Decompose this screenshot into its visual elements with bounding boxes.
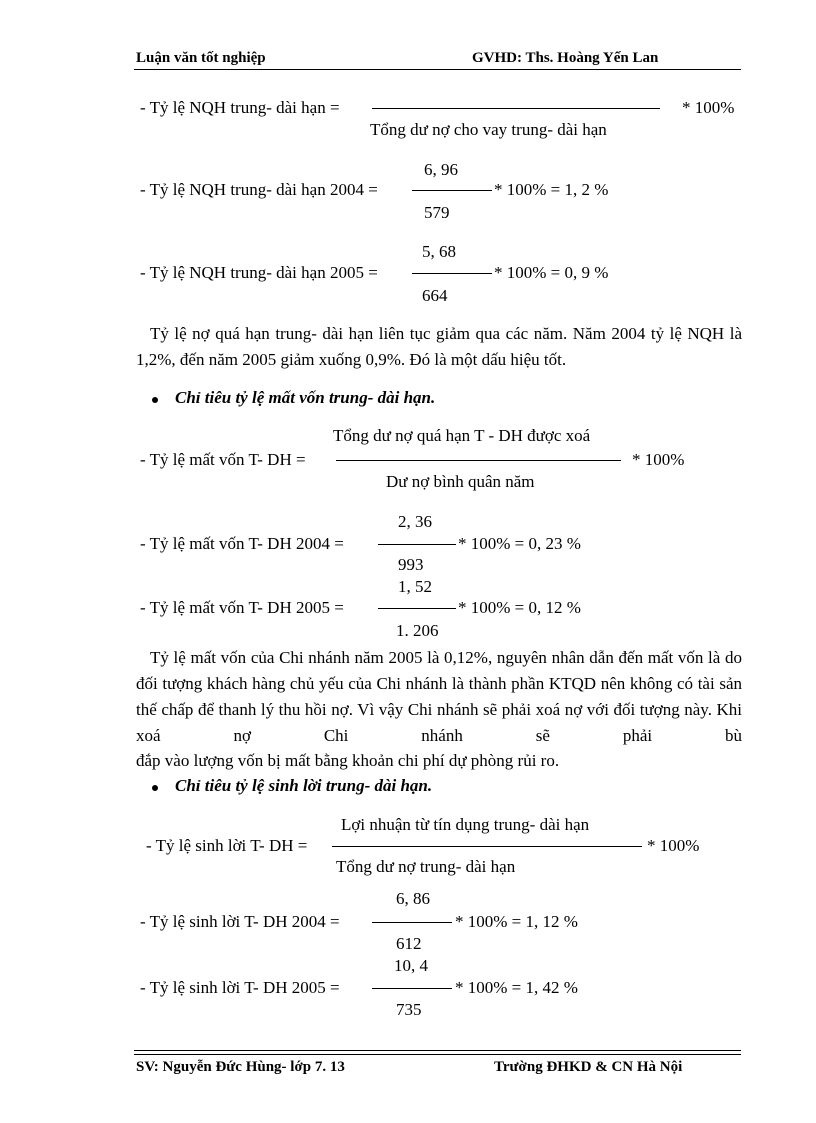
mv-2004-label: - Tỷ lệ mất vốn T- DH 2004 = xyxy=(140,534,344,553)
sl-2005-label: - Tỷ lệ sinh lời T- DH 2005 = xyxy=(140,978,340,997)
nqh-def-label: - Tỷ lệ NQH trung- dài hạn = xyxy=(140,98,340,117)
bullet-dot xyxy=(152,785,158,791)
sl-2004-label: - Tỷ lệ sinh lời T- DH 2004 = xyxy=(140,912,340,931)
nqh-2004-denominator: 579 xyxy=(424,203,450,222)
nqh-2005-fraction-bar xyxy=(412,273,492,274)
paragraph-nqh-analysis: Tỷ lệ nợ quá hạn trung- dài hạn liên tục giảm qua các năm. Năm 2004 tỷ lệ NQH là 1,2%, đến năm 2005 giảm xuống 0,9%. Đó là một dấu hiệu tốt. xyxy=(136,324,742,369)
footer-rule-top xyxy=(134,1050,741,1051)
nqh-2004-fraction-bar xyxy=(412,190,492,191)
mv-2004-numerator: 2, 36 xyxy=(398,512,432,531)
sl-2004-numerator: 6, 86 xyxy=(396,889,430,908)
nqh-2004-suffix: * 100% = 1, 2 % xyxy=(494,180,609,199)
sl-def-label: - Tỷ lệ sinh lời T- DH = xyxy=(146,836,308,855)
sl-2005-numerator: 10, 4 xyxy=(394,956,428,975)
nqh-2004-label: - Tỷ lệ NQH trung- dài hạn 2004 = xyxy=(140,180,378,199)
sl-2004-suffix: * 100% = 1, 12 % xyxy=(455,912,578,931)
mv-2004-denominator: 993 xyxy=(398,555,424,574)
paragraph-mat-von-last-line: đắp vào lượng vốn bị mất bằng khoản chi phí dự phòng rủi ro. xyxy=(136,751,560,770)
sl-2004-fraction-bar xyxy=(372,922,452,923)
mv-2005-numerator: 1, 52 xyxy=(398,577,432,596)
nqh-def-suffix: * 100% xyxy=(682,98,735,117)
nqh-2005-label: - Tỷ lệ NQH trung- dài hạn 2005 = xyxy=(140,263,378,282)
nqh-2005-numerator: 5, 68 xyxy=(422,242,456,261)
nqh-def-fraction-bar xyxy=(372,108,660,109)
sl-def-numerator: Lợi nhuận từ tín dụng trung- dài hạn xyxy=(341,815,590,834)
mv-def-suffix: * 100% xyxy=(632,450,685,469)
mv-def-label: - Tỷ lệ mất vốn T- DH = xyxy=(140,450,306,469)
mv-2004-suffix: * 100% = 0, 23 % xyxy=(458,534,581,553)
nqh-2005-denominator: 664 xyxy=(422,286,448,305)
nqh-2004-numerator: 6, 96 xyxy=(424,160,458,179)
mv-2004-fraction-bar xyxy=(378,544,456,545)
nqh-2005-suffix: * 100% = 0, 9 % xyxy=(494,263,609,282)
header-right: GVHD: Ths. Hoàng Yến Lan xyxy=(472,50,659,66)
mv-2005-denominator: 1. 206 xyxy=(396,621,439,640)
mv-def-denominator: Dư nợ bình quân năm xyxy=(386,472,535,491)
mv-def-fraction-bar xyxy=(336,460,621,461)
sl-2005-denominator: 735 xyxy=(396,1000,422,1019)
sl-def-fraction-bar xyxy=(332,846,642,847)
heading-sinh-loi: Chỉ tiêu tỷ lệ sinh lời trung- dài hạn. xyxy=(175,776,433,795)
sl-2005-fraction-bar xyxy=(372,988,452,989)
header-left: Luận văn tốt nghiệp xyxy=(136,50,266,66)
bullet-dot xyxy=(152,397,158,403)
mv-def-numerator: Tổng dư nợ quá hạn T - DH được xoá xyxy=(333,426,591,445)
sl-2005-suffix: * 100% = 1, 42 % xyxy=(455,978,578,997)
footer-right: Trường ĐHKD & CN Hà Nội xyxy=(494,1059,683,1075)
mv-2005-suffix: * 100% = 0, 12 % xyxy=(458,598,581,617)
footer-rule-bottom xyxy=(134,1054,741,1055)
mv-2005-fraction-bar xyxy=(378,608,456,609)
sl-def-denominator: Tổng dư nợ trung- dài hạn xyxy=(336,857,516,876)
paragraph-mat-von-analysis: Tỷ lệ mất vốn của Chi nhánh năm 2005 là 0,12%, nguyên nhân dẫn đến mất vốn là do đối tượng khách hàng chủ yếu của Chi nhánh là thành phần KTQD nên không có tài sản thế chấp để thanh lý thu hồi nợ. Vì vậy Chi nhánh sẽ phải xoá nợ với đối tượng này. Khi xoá nợ Chi nhánh sẽ phải bù xyxy=(136,648,742,745)
mv-2005-label: - Tỷ lệ mất vốn T- DH 2005 = xyxy=(140,598,344,617)
footer-left: SV: Nguyễn Đức Hùng- lớp 7. 13 xyxy=(136,1059,345,1075)
heading-mat-von: Chỉ tiêu tỷ lệ mất vốn trung- dài hạn. xyxy=(175,388,436,407)
nqh-def-denominator: Tổng dư nợ cho vay trung- dài hạn xyxy=(370,120,607,139)
header-rule xyxy=(134,69,741,70)
sl-2004-denominator: 612 xyxy=(396,934,422,953)
sl-def-suffix: * 100% xyxy=(647,836,700,855)
